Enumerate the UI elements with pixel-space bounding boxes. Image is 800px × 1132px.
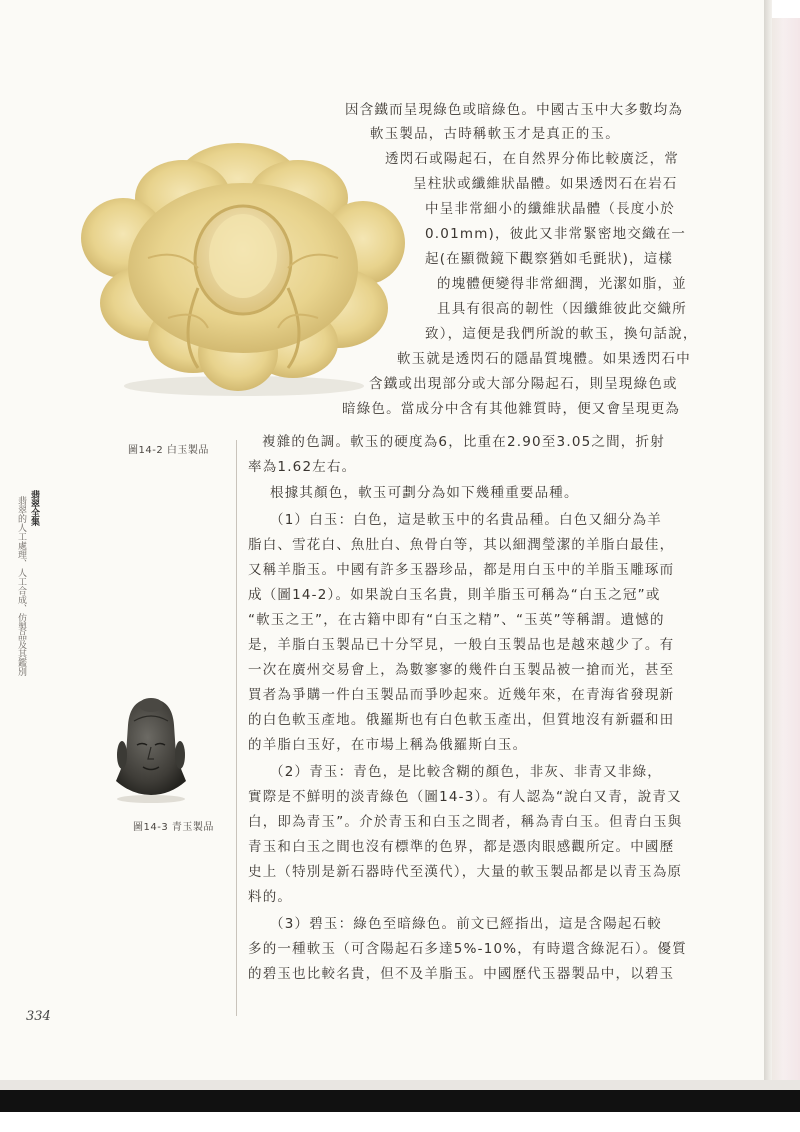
text-line: 含鐵或出現部分或大部分陽起石，則呈現綠色或 bbox=[369, 376, 678, 392]
text-line: 起(在顯微鏡下觀察猶如毛氈狀)，這樣 bbox=[425, 251, 674, 267]
text-line: 複雜的色調。軟玉的硬度為6，比重在2.90至3.05之間，折射 bbox=[262, 434, 665, 450]
page-gutter-shadow bbox=[764, 0, 772, 1080]
figure-14-2-caption: 圖14-2 白玉製品 bbox=[128, 445, 209, 456]
chapter-title: 翡翠的人工處理、人工合成、仿製品及其鑑別 bbox=[16, 496, 26, 676]
text-line: 0.01mm)，彼此又非常緊密地交織在一 bbox=[425, 226, 687, 242]
text-line: 多的一種軟玉（可含陽起石多達5%-10%，有時還含綠泥石）。優質 bbox=[248, 941, 687, 957]
text-line: 的羊脂白玉好，在市場上稱為俄羅斯白玉。 bbox=[248, 737, 528, 753]
text-line: 青玉和白玉之間也沒有標準的色界，都是憑肉眼感觀所定。中國歷 bbox=[248, 839, 675, 855]
text-line: 透閃石或陽起石，在自然界分佈比較廣泛，常 bbox=[385, 151, 679, 167]
text-line: 軟玉就是透閃石的隱晶質塊體。如果透閃石中 bbox=[397, 351, 691, 367]
text-line: 呈柱狀或纖維狀晶體。如果透閃石在岩石 bbox=[413, 176, 678, 192]
text-line: 的白色軟玉產地。俄羅斯也有白色軟玉產出，但質地沒有新疆和田 bbox=[248, 712, 675, 728]
page-edge bbox=[772, 18, 800, 1090]
text-line: 率為1.62左右。 bbox=[248, 459, 357, 475]
text-line: 脂白、雪花白、魚肚白、魚骨白等，其以細潤瑩潔的羊脂白最佳， bbox=[248, 537, 675, 553]
text-line: 暗綠色。當成分中含有其他雜質時，便又會呈現更為 bbox=[342, 401, 681, 417]
text-line: 料的。 bbox=[248, 889, 293, 905]
series-title: 翡翠全集 bbox=[29, 490, 39, 526]
page-bottom-edge bbox=[0, 1080, 800, 1090]
figure-14-3-caption: 圖14-3 青玉製品 bbox=[133, 822, 214, 833]
scanner-bar bbox=[0, 1090, 800, 1112]
text-line: 的碧玉也比較名貴，但不及羊脂玉。中國歷代玉器製品中，以碧玉 bbox=[248, 966, 675, 982]
text-line: 成（圖14-2）。如果說白玉名貴，則羊脂玉可稱為“白玉之冠”或 bbox=[248, 587, 661, 603]
text-line: （2）青玉：青色，是比較含糊的顏色，非灰、非青又非綠， bbox=[270, 764, 662, 780]
text-line: 又稱羊脂玉。中國有許多玉器珍品，都是用白玉中的羊脂玉雕琢而 bbox=[248, 562, 675, 578]
text-line: 是，羊脂白玉製品已十分罕見，一般白玉製品也是越來越少了。有 bbox=[248, 637, 675, 653]
text-line: 中呈非常細小的纖維狀晶體（長度小於 bbox=[425, 201, 675, 217]
text-line: 買者為爭購一件白玉製品而爭吵起來。近幾年來，在青海省發現新 bbox=[248, 687, 675, 703]
text-line: 的塊體便變得非常細潤，光潔如脂，並 bbox=[437, 276, 687, 292]
text-line: “軟玉之王”，在古籍中即有“白玉之精”、“玉英”等稱謂。遺憾的 bbox=[248, 612, 665, 628]
text-line: （3）碧玉：綠色至暗綠色。前文已經指出，這是含陽起石較 bbox=[270, 916, 662, 932]
white-jade-flower-figure bbox=[78, 138, 406, 403]
text-line: 且具有很高的韌性（因纖維彼此交織所 bbox=[437, 301, 687, 317]
text-line: （1）白玉：白色，這是軟玉中的名貴品種。白色又細分為羊 bbox=[270, 512, 662, 528]
text-line: 實際是不鮮明的淡青綠色（圖14-3）。有人認為“說白又青，說青又 bbox=[248, 789, 682, 805]
text-line: 因含鐵而呈現綠色或暗綠色。中國古玉中大多數均為 bbox=[345, 102, 684, 118]
text-line: 白，即為青玉”。介於青玉和白玉之間者，稱為青白玉。但青白玉與 bbox=[248, 814, 683, 830]
green-jade-buddha-figure bbox=[110, 695, 192, 803]
text-line: 一次在廣州交易會上，為數寥寥的幾件白玉製品被一搶而光，甚至 bbox=[248, 662, 675, 678]
text-line: 史上（特別是新石器時代至漢代），大量的軟玉製品都是以青玉為原 bbox=[248, 864, 683, 880]
margin-rule bbox=[236, 440, 237, 1016]
text-line: 致），這便是我們所說的軟玉，換句話說， bbox=[425, 326, 698, 342]
text-line: 根據其顏色，軟玉可劃分為如下幾種重要品種。 bbox=[270, 485, 579, 501]
running-head bbox=[16, 490, 40, 676]
page-number: 334 bbox=[26, 1009, 51, 1024]
text-line: 軟玉製品，古時稱軟玉才是真正的玉。 bbox=[370, 126, 620, 142]
